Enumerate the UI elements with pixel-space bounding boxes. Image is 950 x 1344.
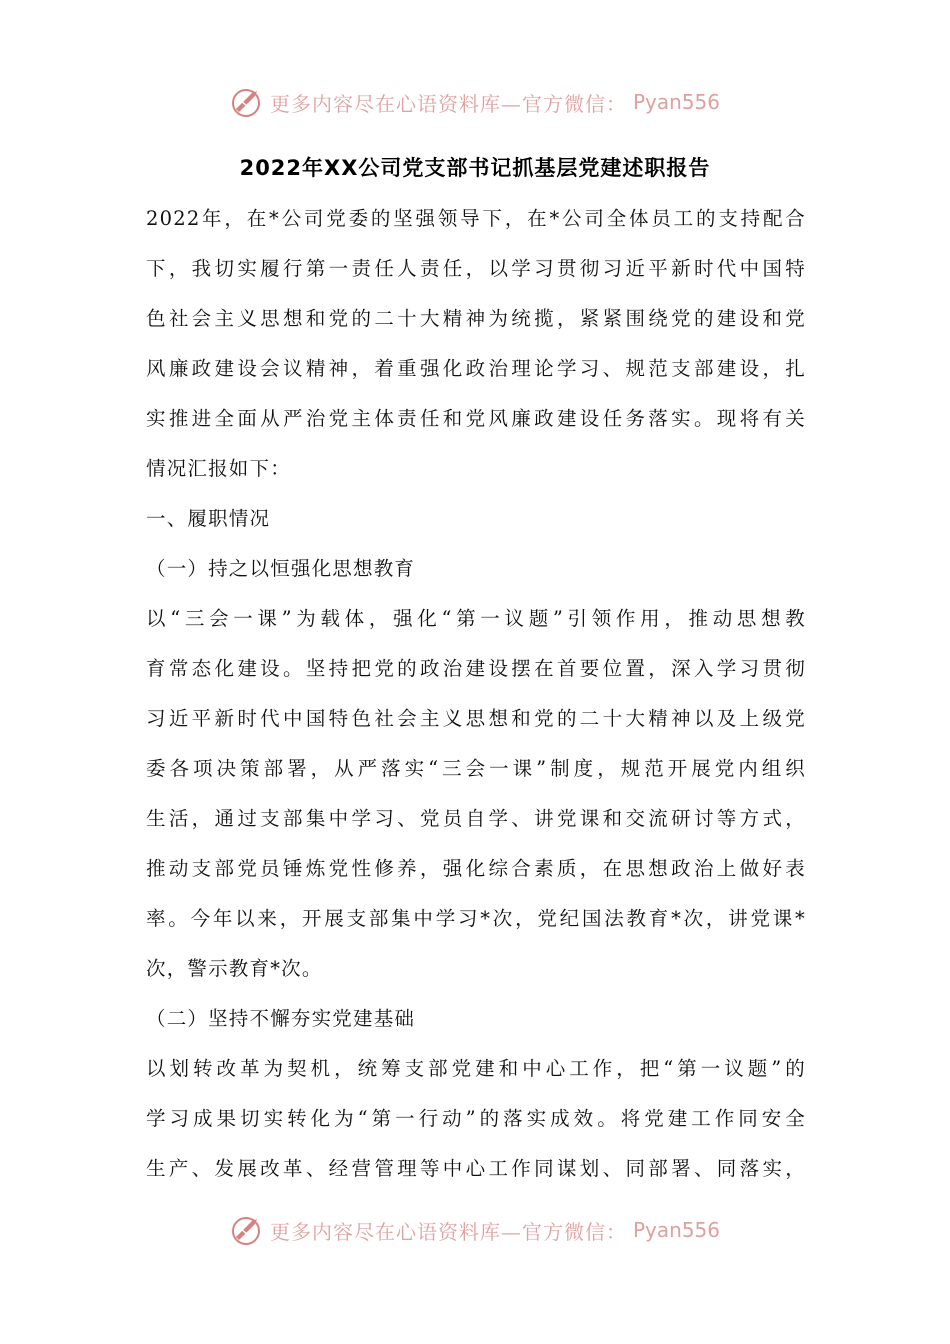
text-line: 率。今年以来，开展支部集中学习*次，党纪国法教育*次，讲党课*	[146, 907, 806, 930]
watermark-bottom	[0, 1210, 950, 1250]
pen-logo-icon	[230, 85, 264, 119]
watermark-text: 更多内容尽在心语资料库—官方微信：	[269, 91, 627, 116]
document-body	[146, 198, 806, 1198]
text-line: 生活，通过支部集中学习、党员自学、讲党课和交流研讨等方式，	[146, 807, 806, 830]
watermark-text: 更多内容尽在心语资料库—官方微信：	[269, 1219, 627, 1244]
text-line: （二）坚持不懈夯实党建基础	[146, 1007, 416, 1030]
text-line: 育常态化建设。坚持把党的政治建设摆在首要位置，深入学习贯彻	[146, 657, 806, 680]
watermark-bottom-inner	[230, 1213, 720, 1247]
watermark-top	[0, 82, 950, 122]
watermark-wechat-id: Pyan556	[632, 1218, 720, 1242]
text-line: 委各项决策部署，从严落实“三会一课”制度，规范开展党内组织	[146, 757, 806, 780]
text-line: 实推进全面从严治党主体责任和党风廉政建设任务落实。现将有关	[146, 407, 806, 430]
text-line: 色社会主义思想和党的二十大精神为统揽，紧紧围绕党的建设和党	[146, 307, 806, 330]
text-line: 一、履职情况	[146, 507, 271, 530]
text-line: 习近平新时代中国特色社会主义思想和党的二十大精神以及上级党	[146, 707, 806, 730]
watermark-top-inner	[230, 85, 720, 119]
text-line: 下，我切实履行第一责任人责任，以学习贯彻习近平新时代中国特	[146, 257, 806, 280]
text-line: 以划转改革为契机，统筹支部党建和中心工作，把“第一议题”的	[146, 1057, 806, 1080]
watermark-wechat-id: Pyan556	[632, 90, 720, 114]
text-line: 次，警示教育*次。	[146, 957, 323, 980]
text-line: 学习成果切实转化为“第一行动”的落实成效。将党建工作同安全	[146, 1107, 806, 1130]
text-line: 风廉政建设会议精神，着重强化政治理论学习、规范支部建设，扎	[146, 357, 806, 380]
text-line: 生产、发展改革、经营管理等中心工作同谋划、同部署、同落实，	[146, 1157, 806, 1180]
text-line: （一）持之以恒强化思想教育	[146, 557, 416, 580]
document-title: 2022年XX公司党支部书记抓基层党建述职报告	[239, 156, 711, 180]
pen-logo-icon	[230, 1213, 264, 1247]
text-line: 情况汇报如下：	[146, 457, 291, 480]
text-line: 2022年，在*公司党委的坚强领导下，在*公司全体员工的支持配合	[146, 207, 806, 230]
text-line: 以“三会一课”为载体，强化“第一议题”引领作用，推动思想教	[146, 607, 806, 630]
text-line: 推动支部党员锤炼党性修养，强化综合素质，在思想政治上做好表	[146, 857, 806, 880]
